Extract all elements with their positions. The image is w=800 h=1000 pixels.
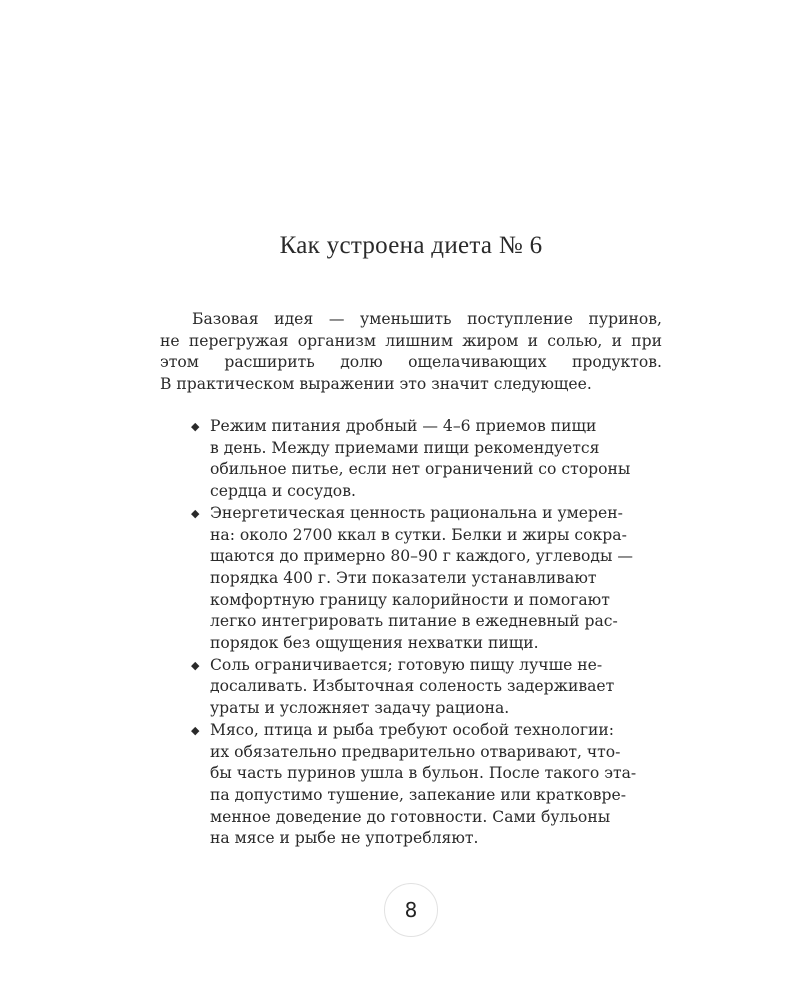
list-item-line: комфортную границу калорийности и помогают bbox=[210, 590, 610, 609]
diamond-bullet-icon: ◆ bbox=[191, 723, 200, 737]
list-item-line: их обязательно предварительно отваривают, что- bbox=[210, 742, 621, 761]
list-item bbox=[191, 416, 671, 503]
paragraph-line: этом расширить долю ощелачивающих продуктов. bbox=[160, 353, 662, 372]
list-item-line: щаются до примерно 80–90 г каждого, углеводы — bbox=[210, 547, 633, 566]
list-item-line: досаливать. Избыточная соленость задерживает bbox=[210, 677, 615, 696]
list-item-line: сердца и сосудов. bbox=[210, 482, 356, 501]
paragraph-line: Базовая идея — уменьшить поступление пуринов, bbox=[192, 310, 662, 328]
diamond-bullet-icon: ◆ bbox=[191, 658, 200, 672]
list-item bbox=[191, 655, 671, 720]
list-item bbox=[191, 503, 671, 655]
list-item-line: ураты и усложняет задачу рациона. bbox=[210, 699, 510, 718]
intro-paragraph bbox=[160, 309, 662, 396]
list-item-line: Энергетическая ценность рациональна и умерен- bbox=[210, 503, 623, 522]
list-item-line: в день. Между приемами пищи рекомендуется bbox=[210, 438, 600, 457]
list-item-line: на: около 2700 ккал в сутки. Белки и жиры сокра- bbox=[210, 525, 627, 544]
list-item-line: порядок без ощущения нехватки пищи. bbox=[210, 634, 539, 653]
paragraph-line: В практическом выражении это значит следующее. bbox=[160, 375, 592, 394]
list-item-line: Мясо, птица и рыба требуют особой технологии: bbox=[210, 720, 615, 739]
paragraph-line: не перегружая организм лишним жиром и солью, и при bbox=[160, 331, 662, 350]
list-item-line: менное доведение до готовности. Сами бульоны bbox=[210, 807, 611, 826]
list-item-line: легко интегрировать питание в ежедневный рас- bbox=[210, 612, 618, 631]
bullet-list bbox=[191, 416, 671, 850]
diamond-bullet-icon: ◆ bbox=[191, 506, 200, 520]
list-item-line: Соль ограничивается; готовую пищу лучше не- bbox=[210, 655, 603, 674]
list-item-line: на мясе и рыбе не употребляют. bbox=[210, 829, 479, 848]
list-item-line: обильное питье, если нет ограничений со стороны bbox=[210, 460, 631, 479]
list-item-line: порядка 400 г. Эти показатели устанавливают bbox=[210, 568, 597, 587]
chapter-title: Как устроена диета № 6 bbox=[279, 232, 543, 259]
list-item-line: Режим питания дробный — 4–6 приемов пищи bbox=[210, 417, 597, 435]
diamond-bullet-icon: ◆ bbox=[191, 420, 200, 433]
list-item bbox=[191, 720, 671, 850]
list-item-line: бы часть пуринов ушла в бульон. После такого эта- bbox=[210, 764, 637, 783]
page-number: 8 bbox=[384, 883, 438, 937]
list-item-line: па допустимо тушение, запекание или кратковре- bbox=[210, 785, 627, 804]
